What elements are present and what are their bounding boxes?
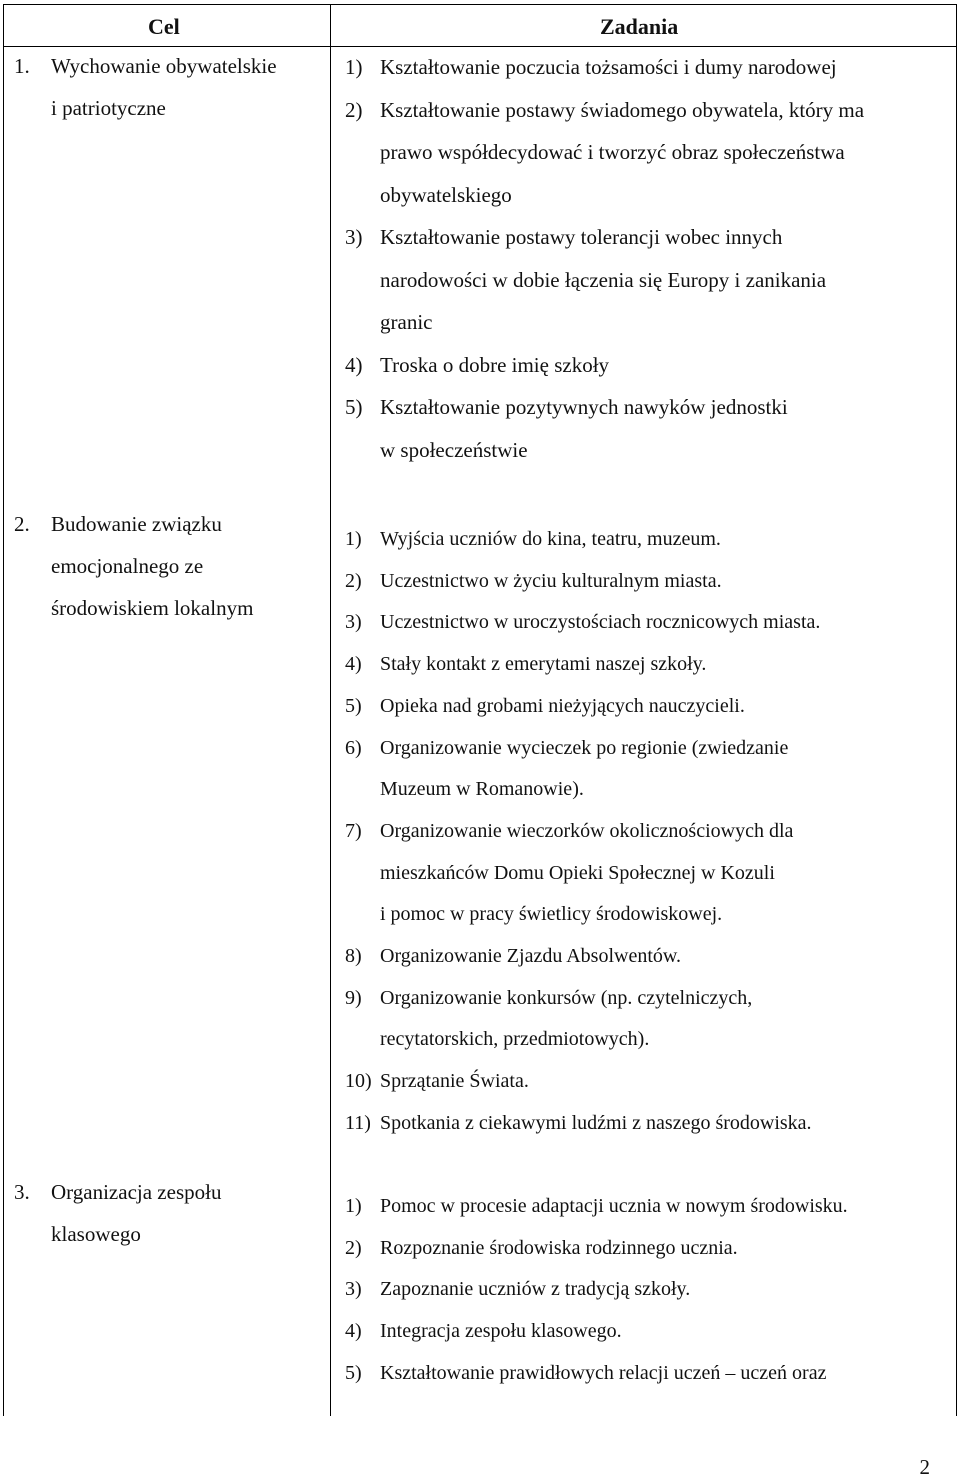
task-list-3 [345,1186,950,1395]
task-list-1 [345,46,950,471]
task-text: Organizowanie konkursów (np. czytelniczych, [380,986,753,1009]
cel-text-line: Budowanie związku [51,512,222,536]
task-text: Muzeum w Romanowie). [380,778,584,801]
task-item [345,1061,950,1103]
task-item [345,728,950,811]
table-right-border [956,4,957,1416]
task-item [345,1353,950,1395]
cel-number: 2. [14,512,30,536]
header-cel: Cel [148,14,180,39]
task-item [345,811,950,936]
task-number: 2) [345,97,363,122]
task-item [345,936,950,978]
task-text: Uczestnictwo w uroczystościach rocznicowych miasta. [380,611,821,634]
cel-text-line: klasowego [51,1222,141,1246]
task-list-2 [345,519,950,1145]
task-text: Opieka nad grobami nieżyjących nauczycieli. [380,694,745,717]
task-item [345,89,950,217]
cel-text-line: emocjonalnego ze [51,554,204,578]
table-top-border [3,4,957,5]
task-text: Organizowanie Zjazdu Absolwentów. [380,945,682,968]
task-number: 5) [345,395,363,419]
task-number: 4) [345,1320,362,1343]
task-text: Wyjścia uczniów do kina, teatru, muzeum. [380,528,721,550]
cel-text-line: i patriotyczne [51,96,166,120]
cel-number: 1. [14,54,30,78]
task-number: 2) [345,1236,362,1259]
task-text: Organizowanie wycieczek po regionie (zwiedzanie [380,736,789,759]
task-number: 5) [345,1361,362,1384]
task-text: granic [380,310,433,334]
task-number: 11) [345,1111,371,1134]
task-number: 1) [345,528,362,550]
task-item [345,216,950,344]
task-item [345,644,950,686]
task-number: 3) [345,611,362,634]
task-number: 3) [345,1278,362,1301]
task-number: 4) [345,352,363,377]
cel-text-line: środowiskiem lokalnym [51,596,254,620]
task-number: 4) [345,653,362,676]
task-number: 3) [345,225,363,249]
task-text: Troska o dobre imię szkoły [380,352,610,377]
task-item [345,1269,950,1311]
task-number: 5) [345,694,362,717]
task-number: 2) [345,569,362,592]
task-item [345,561,950,603]
task-text: Zapoznanie uczniów z tradycją szkoły. [380,1278,691,1301]
task-number: 8) [345,945,362,968]
task-text: Kształtowanie poczucia tożsamości i dumy narodowej [380,55,837,79]
task-text: Integracja zespołu klasowego. [380,1320,622,1343]
task-text: Organizowanie wieczorków okolicznościowych dla [380,819,794,842]
cel-text-line: Organizacja zespołu [51,1180,222,1204]
task-text: mieszkańców Domu Opieki Społecznej w Kozuli [380,861,775,884]
task-text: Kształtowanie pozytywnych nawyków jednostki [380,395,788,419]
task-text: prawo współdecydować i tworzyć obraz społeczeństwa [380,140,845,164]
task-item [345,1228,950,1270]
task-item [345,1103,950,1145]
task-item [345,1186,950,1228]
task-text: Stały kontakt z emerytami naszej szkoły. [380,653,707,676]
task-number: 9) [345,986,362,1009]
header-zadania: Zadania [600,14,679,39]
task-item [345,1311,950,1353]
task-text: Uczestnictwo w życiu kulturalnym miasta. [380,569,722,592]
task-number: 10) [345,1070,372,1093]
cel-item-3 [14,1171,314,1255]
task-number: 7) [345,819,362,842]
task-text: w społeczeństwie [380,437,528,462]
cel-text-line: Wychowanie obywatelskie [51,54,277,78]
task-number: 6) [345,736,362,759]
task-item [345,46,950,89]
task-item [345,519,950,561]
task-text: Sprzątanie Świata. [380,1070,529,1093]
page-number: 2 [919,1455,930,1479]
cel-item-1 [14,45,314,129]
cel-item-2 [14,503,314,629]
task-item [345,686,950,728]
task-text: Kształtowanie postawy świadomego obywatela, który ma [380,97,865,122]
task-text: Pomoc w procesie adaptacji ucznia w nowym środowisku. [380,1195,848,1217]
task-text: Kształtowanie postawy tolerancji wobec innych [380,225,783,249]
task-text: narodowości w dobie łączenia się Europy i zanikania [380,267,827,292]
column-divider [330,4,331,1416]
task-number: 1) [345,55,363,79]
task-text: Spotkania z ciekawymi ludźmi z naszego środowiska. [380,1111,812,1134]
task-item [345,344,950,387]
task-text: recytatorskich, przedmiotowych). [380,1028,650,1051]
task-text: obywatelskiego [380,182,512,207]
task-text: Kształtowanie prawidłowych relacji uczeń – uczeń oraz [380,1361,827,1384]
task-item [345,978,950,1061]
task-item [345,386,950,471]
task-number: 1) [345,1195,362,1217]
task-text: Rozpoznanie środowiska rodzinnego ucznia. [380,1236,738,1259]
task-item [345,602,950,644]
cel-number: 3. [14,1180,30,1204]
table-left-border [3,4,4,1416]
task-text: i pomoc w pracy świetlicy środowiskowej. [380,903,723,926]
